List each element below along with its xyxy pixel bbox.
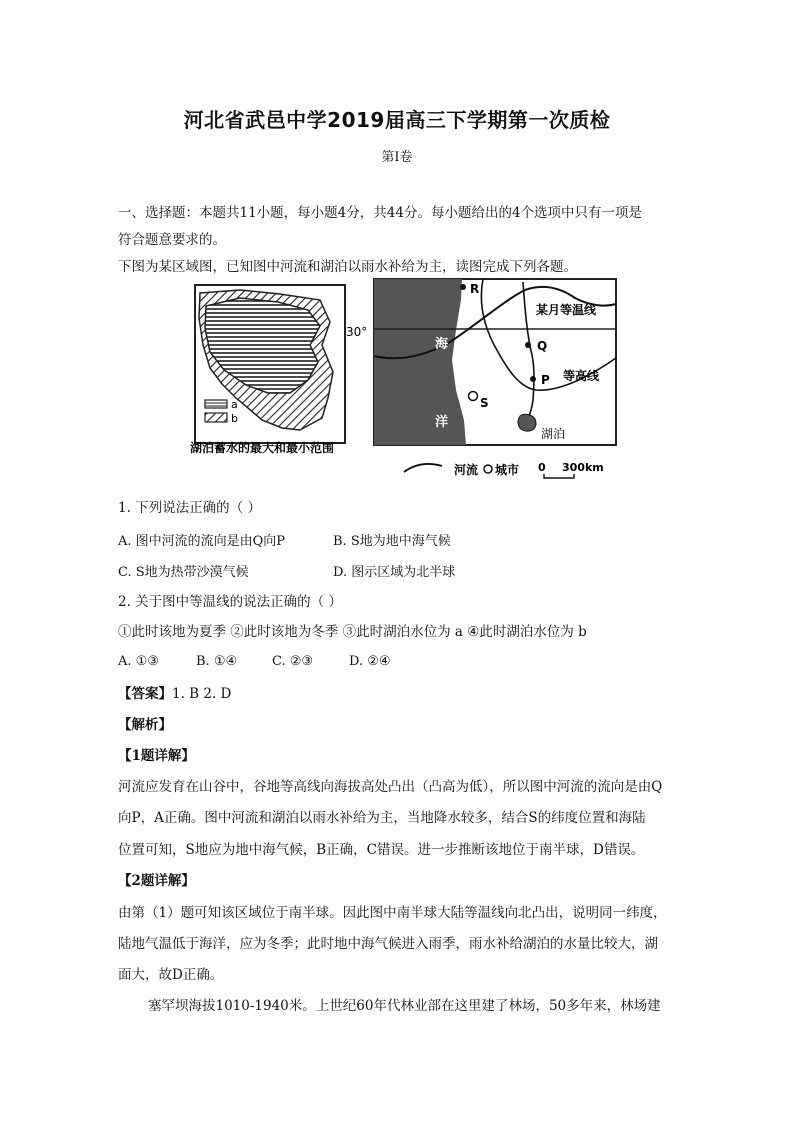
detail-2-line-3: 面大，故D正确。 (118, 967, 224, 983)
instructions-line-2: 符合题意要求的。 (118, 232, 226, 248)
region-map (346, 279, 616, 445)
answer-label: 【答案】 (118, 686, 172, 702)
q1-option-a: A. 图中河流的流向是由Q向P (118, 534, 286, 549)
region-map-figure (0, 0, 794, 500)
legend-river-symbol (404, 464, 442, 472)
analysis-label: 【解析】 (118, 717, 172, 733)
label-R: R (470, 282, 480, 296)
detail-2-label: 【2题详解】 (118, 873, 195, 889)
detail-1-line-3: 位置可知，S地应为地中海气候，B正确，C错误。进一步推断该地位于南半球，D错误。 (118, 842, 645, 858)
lake-shape (518, 414, 536, 431)
map-legend (404, 461, 604, 478)
instructions-line-1: 一、选择题：本题共11小题，每小题4分，共44分。每小题给出的4个选项中只有一项是 (118, 205, 643, 221)
q1-option-c: C. S地为热带沙漠气候 (118, 565, 249, 580)
legend-a-swatch (205, 400, 227, 408)
city-S-marker (469, 392, 478, 401)
detail-2-line-1: 由第（1）题可知该区域位于南半球。因此图中南半球大陆等温线向北凸出，说明同一纬度， (118, 905, 667, 921)
label-P: P (541, 373, 550, 387)
legend-city-symbol (484, 465, 492, 473)
detail-1-line-2: 向P，A正确。图中河流和湖泊以雨水补给为主，当地降水较多，结合S的纬度位置和海陆 (118, 810, 646, 826)
detail-1-label: 【1题详解】 (118, 748, 195, 764)
question-1-stem: 1. 下列说法正确的（ ） (118, 500, 261, 516)
q2-option-d: D. ②④ (349, 654, 391, 669)
lake-extent-inset (195, 285, 345, 443)
q2-option-a: A. ①③ (118, 654, 159, 669)
label-contour: 等高线 (563, 369, 600, 383)
legend-city-label: 城市 (495, 463, 520, 477)
q2-option-c: C. ②③ (272, 654, 314, 669)
scale-km: 300km (562, 461, 604, 474)
scale-zero: 0 (538, 461, 546, 474)
answer-row (118, 684, 688, 704)
label-sea: 海 (435, 337, 449, 352)
question-2-items: ①此时该地为夏季 ②此时该地为冬季 ③此时湖泊水位为 a ④此时湖泊水位为 b (118, 624, 587, 640)
point-P-marker (530, 376, 536, 382)
figure-intro: 下图为某区域图，已知图中河流和湖泊以雨水补给为主，读图完成下列各题。 (118, 259, 577, 275)
q1-option-b: B. S地为地中海气候 (333, 534, 451, 549)
label-Q: Q (537, 339, 548, 353)
sea-area (374, 279, 466, 445)
q2-option-b: B. ①④ (196, 654, 238, 669)
legend-b-swatch (205, 413, 227, 422)
question-2-stem: 2. 关于图中等温线的说法正确的（ ） (118, 594, 342, 610)
detail-2-line-2: 陆地气温低于海洋，应为冬季；此时地中海气候进入雨季，雨水补给湖泊的水量比较大，湖 (118, 936, 658, 952)
point-Q-marker (525, 342, 531, 348)
point-R-marker (460, 284, 466, 290)
legend-b-label: b (231, 412, 238, 425)
latitude-label: 30° (346, 325, 368, 339)
inset-caption: 湖泊蓄水的最大和最小范围 (190, 441, 335, 455)
legend-a-label: a (231, 398, 238, 411)
label-isotherm: 某月等温线 (536, 303, 597, 317)
page-title: 河北省武邑中学2019届高三下学期第一次质检 (183, 108, 611, 132)
answer-text: 1. B 2. D (172, 686, 232, 702)
label-S: S (480, 396, 489, 410)
label-lake: 湖泊 (541, 427, 566, 441)
next-passage-line: 塞罕坝海拔1010-1940米。上世纪60年代林业部在这里建了林场，50多年来，林场建 (148, 998, 661, 1014)
section-label: 第I卷 (381, 150, 413, 165)
label-ocean: 洋 (435, 415, 449, 430)
q1-option-d: D. 图示区域为北半球 (333, 565, 456, 580)
legend-river-label: 河流 (454, 463, 479, 477)
scale-bar (544, 474, 574, 478)
detail-1-line-1: 河流应发育在山谷中，谷地等高线向海拔高处凸出（凸高为低），所以图中河流的流向是由Q (118, 779, 663, 795)
